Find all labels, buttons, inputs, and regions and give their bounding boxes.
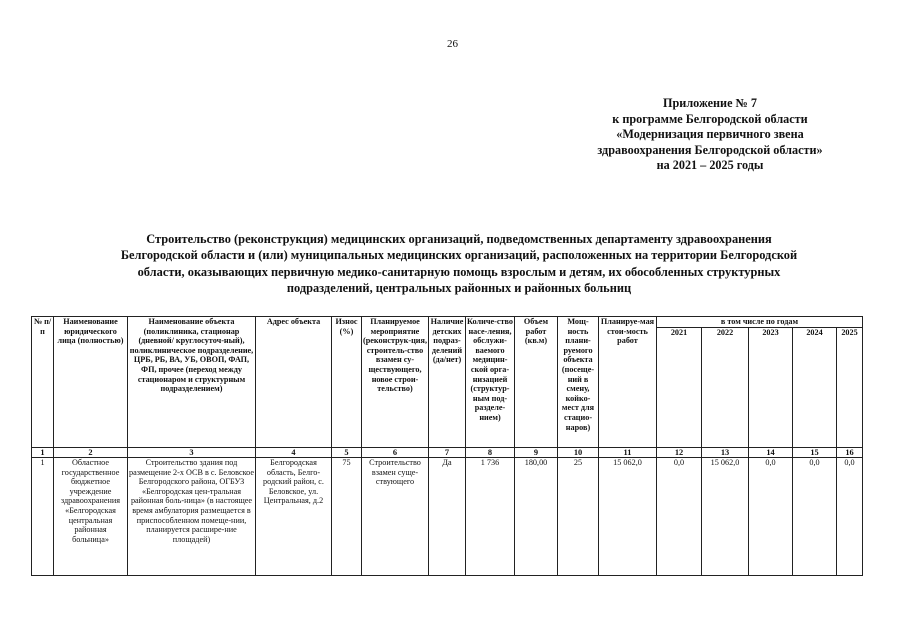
header-legal-entity: Наименование юридического лица (полностью) bbox=[54, 317, 128, 448]
header-year-2022: 2022 bbox=[702, 328, 749, 448]
column-number: 10 bbox=[558, 448, 599, 458]
header-year-2023: 2023 bbox=[749, 328, 793, 448]
header-children-units: Наличие детских подраз-делений (да/нет) bbox=[429, 317, 466, 448]
row-number: 1 bbox=[32, 458, 54, 576]
appendix-line: на 2021 – 2025 годы bbox=[656, 158, 764, 172]
header-year-2025: 2025 bbox=[837, 328, 863, 448]
construction-table bbox=[31, 316, 863, 576]
column-number: 9 bbox=[515, 448, 558, 458]
row-wear: 75 bbox=[332, 458, 362, 576]
column-number: 6 bbox=[362, 448, 429, 458]
column-number: 8 bbox=[466, 448, 515, 458]
column-number: 5 bbox=[332, 448, 362, 458]
table-row bbox=[32, 458, 863, 576]
table-header-row bbox=[32, 317, 863, 328]
title-line: области, оказывающих первичную медико-санитарную помощь взрослым и детям, их обособленных структурных bbox=[137, 264, 781, 279]
row-address: Белгородская область, Белго-родский район, с. Беловское, ул. Центральная, д.2 bbox=[256, 458, 332, 576]
appendix-line: Приложение № 7 bbox=[663, 96, 757, 110]
row-children-units: Да bbox=[429, 458, 466, 576]
column-number: 11 bbox=[599, 448, 657, 458]
row-population: 1 736 bbox=[466, 458, 515, 576]
header-wear: Износ (%) bbox=[332, 317, 362, 448]
column-number: 13 bbox=[702, 448, 749, 458]
title-line: Белгородской области и (или) муниципальных медицинских организаций, расположенных на территории Белгородской bbox=[120, 248, 798, 263]
column-number: 3 bbox=[128, 448, 256, 458]
column-number: 16 bbox=[837, 448, 863, 458]
appendix-line: здравоохранения Белгородской области» bbox=[597, 142, 823, 157]
header-number: № п/п bbox=[32, 317, 54, 448]
column-number: 12 bbox=[657, 448, 702, 458]
row-year-2021: 0,0 bbox=[657, 458, 702, 576]
column-number: 4 bbox=[256, 448, 332, 458]
column-number: 15 bbox=[793, 448, 837, 458]
header-year-2021: 2021 bbox=[657, 328, 702, 448]
header-population: Количе-ство насе-ления, обслужи-ваемого медицин-ской орга-низацией (структур-ным под-разделе-нием) bbox=[466, 317, 515, 448]
header-object-name: Наименование объекта (поликлиника, стационар (дневной/ круглосуточ-ный), поликлиническое подразделение, ЦРБ, РБ, ВА, УБ, ОВОП, ФАП, ФП, прочее (переход между стационаром и структурным подразделением) bbox=[128, 317, 256, 448]
title-line: подразделений, центральных районных и районных больниц bbox=[286, 281, 632, 296]
title-line: Строительство (реконструкция) медицинских организаций, подведомственных департаменту здравоохранения bbox=[146, 232, 772, 246]
header-address: Адрес объекта bbox=[256, 317, 332, 448]
column-number: 2 bbox=[54, 448, 128, 458]
row-year-2024: 0,0 bbox=[793, 458, 837, 576]
column-number: 14 bbox=[749, 448, 793, 458]
appendix-line: к программе Белгородской области bbox=[612, 111, 808, 126]
header-year-2024: 2024 bbox=[793, 328, 837, 448]
header-years-title: в том числе по годам bbox=[657, 317, 863, 328]
row-year-2022: 15 062,0 bbox=[702, 458, 749, 576]
column-number-row bbox=[32, 448, 863, 458]
header-work-volume: Объем работ (кв.м) bbox=[515, 317, 558, 448]
appendix-heading bbox=[560, 96, 860, 174]
row-capacity: 25 bbox=[558, 458, 599, 576]
column-number: 1 bbox=[32, 448, 54, 458]
header-planned-cost: Планируе-мая стои-мость работ bbox=[599, 317, 657, 448]
row-planned-activity: Строительство взамен суще-ствующего bbox=[362, 458, 429, 576]
page-number: 26 bbox=[447, 38, 458, 50]
document-title bbox=[24, 231, 894, 297]
row-year-2023: 0,0 bbox=[749, 458, 793, 576]
appendix-line: «Модернизация первичного звена bbox=[616, 127, 804, 141]
column-number: 7 bbox=[429, 448, 466, 458]
row-year-2025: 0,0 bbox=[837, 458, 863, 576]
row-planned-cost: 15 062,0 bbox=[599, 458, 657, 576]
row-work-volume: 180,00 bbox=[515, 458, 558, 576]
row-object-name: Строительство здания под размещение 2-х ОСВ в с. Беловское Белгородского района, ОГБУЗ «Белгородская цен-тральная районная боль-ница» (в настоящее время амбулатория размещается в приспособленном помеще-нии, планируется расшире-ние площадей) bbox=[128, 458, 256, 576]
header-planned-activity: Планируемое мероприятие (реконструк-ция, строитель-ство взамен су-ществующего, новое строи-тельство) bbox=[362, 317, 429, 448]
row-legal-entity: Областное государственное бюджетное учреждение здравоохранения «Белгородская центральная районная больница» bbox=[54, 458, 128, 576]
header-capacity: Мощ-ность плани-руемого объекта (посеще-ний в смену, койко-мест для стацио-наров) bbox=[558, 317, 599, 448]
